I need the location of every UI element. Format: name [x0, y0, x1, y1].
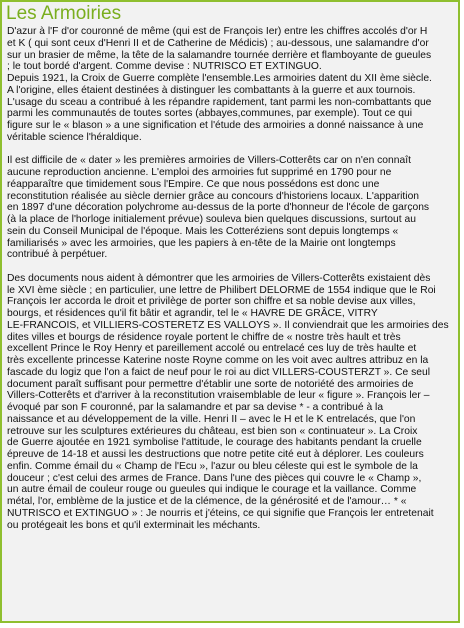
text-line: Villers-Cotterêts et d'arriver à la reconstitution vraisemblable de leur « figure ». François ler –	[7, 390, 430, 402]
text-line: de Guerre ajoutée en 1921 symbolise l'attitude, le courage des habitants pendant la cruelle	[7, 437, 422, 449]
text-line: très excellente princesse Katerine noste Royne comme on les voit avec aultres attribuz en la	[7, 355, 429, 366]
text-line: A l'origine, elles étaient destinées à distinguer les combattants à la guerre et aux tournois.	[7, 84, 416, 96]
text-line: naissance et au développement de la ville. Henri II – avec le H et le K entrelacés, que l'on	[7, 413, 416, 425]
paragraph-coat-of-arms-description	[7, 26, 457, 144]
text-line: François Ier accorda le droit et privilège de porter son chiffre et sa noble devise aux villes,	[7, 296, 416, 308]
text-line: contribué à perpétuer.	[7, 249, 108, 261]
text-line: ou protégeait les bons et qu'il exterminait les méchants.	[7, 519, 261, 531]
text-line: ; le tout bordé d'argent. Comme devise : NUTRISCO ET EXTINGUO.	[7, 61, 322, 73]
text-line: familiarisés » avec les armoiries, que les papiers à en-tête de la Mairie ont longtemps	[7, 237, 396, 249]
text-line: métal, l'or, emblème de la justice et de la clémence, de la générosité et de l'amour… * «	[7, 496, 407, 507]
text-line: en 1897 d'une décoration polychrome au-dessus de la porte d'honneur de l'école de garçons	[7, 202, 430, 214]
text-line: bourgs, et résidences qu'il fit bâtir et agrandir, tel le « HAVRE DE GRÂCE, VITRY	[7, 308, 378, 319]
text-line: NUTRISCO et EXTINGUO » : Je nourris et j'éteins, ce qui signifie que François ler entretenait	[7, 507, 434, 519]
text-line: évoqué par son F couronné, par la salamandre et par sa devise * - a contribué à la	[7, 402, 384, 413]
text-line: aucune reproduction ancienne. L'emploi des armoiries fut supprimé en 1790 pour ne	[7, 167, 392, 178]
text-line: Des documents nous aident à démontrer que les armoiries de Villers-Cotterêts existaient dès	[7, 272, 431, 284]
paragraph-historical-documents	[7, 273, 457, 532]
text-line: dites villes et bourgs de résidence royale portent le chiffre de « nostre très hault et très	[7, 331, 401, 343]
article-body	[7, 26, 457, 531]
text-line: D'azur à l'F d'or couronné de même (qui est de François Ier) entre les chiffres accolés d'or H	[7, 26, 428, 37]
text-line: excellent Prince le Roy Henry et pareillement accolé ou entrelacé ces luy de très haulte et	[7, 343, 417, 355]
text-line: L'usage du sceau a contribué à les répandre rapidement, tant parmi les non-combattants que	[7, 96, 432, 108]
text-line: douceur ; c'est celui des armes de France. Dans l'une des pièces qui couvre le « Champ »,	[7, 472, 422, 484]
text-line: LE-FRANCOIS, et VILLIERS-COSTERETZ ES VALLOYS ». Il conviendrait que les armoiries des	[7, 319, 449, 331]
page-title: Les Armoiries	[6, 3, 122, 24]
text-line: et K ( qui sont ceux d'Henri II et de Catherine de Médicis) ; au-dessous, une salamandre d'or	[7, 37, 429, 49]
text-line: (à la place de l'horloge initialement prévue) souleva bien quelques discussions, surtout au	[7, 214, 416, 225]
text-line: enfin. Comme émail du « Champ de l'Ecu », l'azur ou bleu céleste qui est le symbole de la	[7, 460, 418, 472]
text-line: sur un brasier de même, la tête de la salamandre tournée derrière et flamboyante de gueules	[7, 49, 432, 61]
text-line: sein du Conseil Municipal de l'époque. Mais les Cotteréziens sont depuis longtemps «	[7, 225, 399, 237]
paragraph-gap	[7, 261, 457, 273]
text-line: épreuve de 14-18 et aussi les destructions que notre petite cité eut à déplorer. Les couleurs	[7, 449, 424, 460]
paragraph-gap	[7, 144, 457, 156]
text-line: fascade du logiz que l'on a faict de neuf pour le roi au dict VILLERS-COUSTERZT ». Ce seul	[7, 366, 431, 378]
text-line: le XVI ème siècle ; en particulier, une lettre de Philibert DELORME de 1554 indique que le Roi	[7, 284, 436, 296]
text-line: retrouve sur les sculptures extérieures du château, est bien son « continuateur ». La Croix	[7, 425, 418, 437]
text-line: véritable science l'héraldique.	[7, 131, 142, 143]
text-line: un autre émail de couleur rouge ou gueules qui indique le courage et la vaillance. Comme	[7, 484, 417, 496]
paragraph-dating-arms	[7, 155, 457, 261]
text-line: figure sur le « blason » a une signification et l'étude des armoiries a donné naissance à une	[7, 120, 424, 131]
text-line: parmi les communautés de toutes sortes (abbayes,communes, par exemple). Tout ce qui	[7, 108, 413, 120]
text-line: document paraît suffisant pour permettre d'établir une sorte de notoriété des armoiries de	[7, 378, 414, 390]
text-line: reconstitution réalisée au siècle dernier grâce au concours d'historiens locaux. L'apparition	[7, 190, 420, 202]
text-line: Il est difficile de « dater » les premières armoiries de Villers-Cotterêts car on n'en connaît	[7, 155, 411, 167]
text-line: Depuis 1921, la Croix de Guerre complète l'ensemble.Les armoiries datent du XII ème siècle.	[7, 73, 432, 84]
text-line: réapparaître que timidement sous l'Empire. Ce que nous possédons est donc une	[7, 178, 380, 190]
